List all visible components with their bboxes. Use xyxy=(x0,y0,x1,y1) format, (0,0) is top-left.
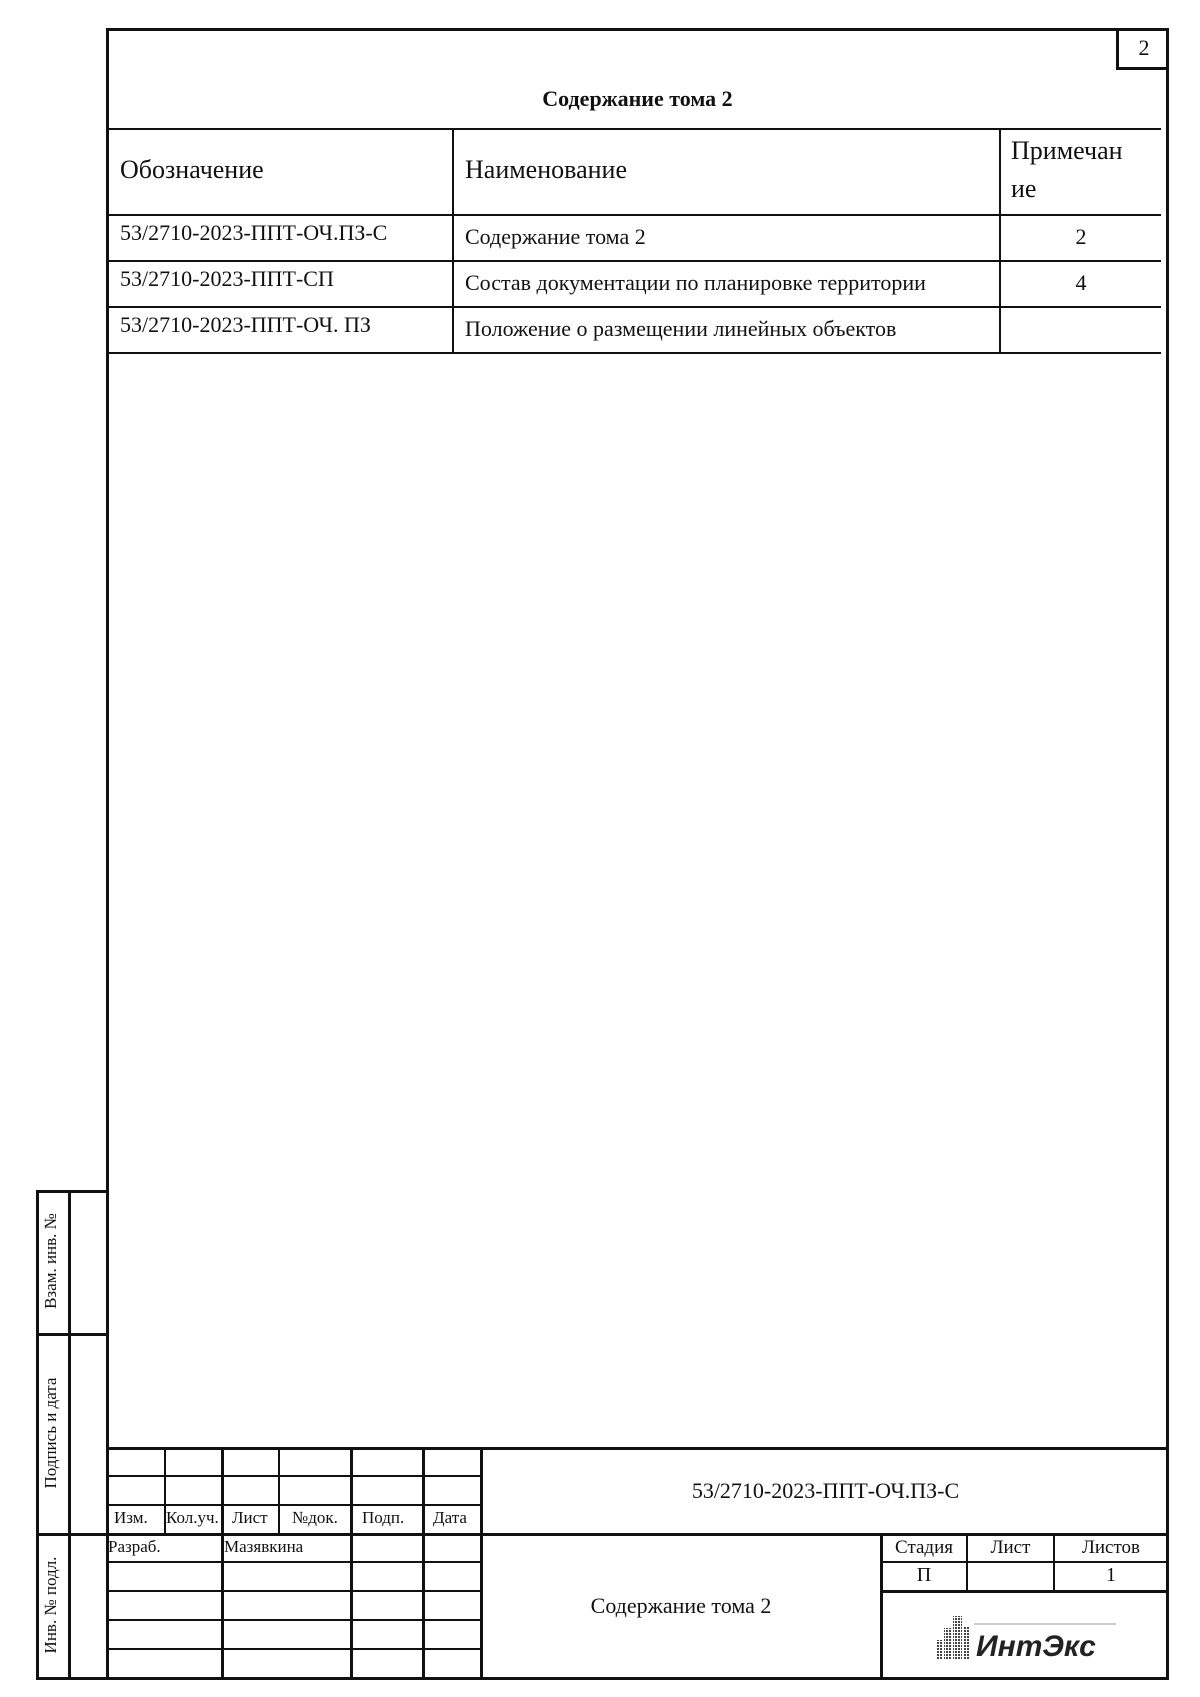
row-3-name: Положение о размещении линейных объектов xyxy=(465,316,897,341)
col-list: Лист xyxy=(232,1508,268,1527)
row-2-name: Состав документации по планировке территории xyxy=(465,270,926,295)
building-logo-icon xyxy=(934,1612,1120,1664)
stamp-zam-inv: Взам. инв. № xyxy=(41,1213,60,1309)
document-code: 53/2710-2023-ППТ-ОЧ.ПЗ-С xyxy=(691,1478,960,1503)
listov-label: Листов xyxy=(1081,1537,1140,1558)
header-note-line2: ие xyxy=(1011,174,1037,203)
stamp-inv-podl: Инв. № подл. xyxy=(41,1556,60,1654)
header-name: Наименование xyxy=(465,155,627,184)
col-izm: Изм. xyxy=(114,1508,148,1527)
header-note-line1: Примечан xyxy=(1011,136,1123,165)
header-designation: Обозначение xyxy=(120,155,264,184)
company-logo xyxy=(934,1612,1120,1664)
stamp-sign-date: Подпись и дата xyxy=(41,1377,60,1489)
row-1-note: 2 xyxy=(1075,224,1087,249)
stage-value: П xyxy=(916,1564,932,1586)
row-1-name: Содержание тома 2 xyxy=(465,224,646,249)
page-number: 2 xyxy=(1116,28,1169,70)
col-n-dok: №док. xyxy=(292,1508,338,1527)
row-1-designation: 53/2710-2023-ППТ-ОЧ.ПЗ-С xyxy=(120,220,388,245)
list-label: Лист xyxy=(990,1537,1031,1558)
razrab-name: Мазявкина xyxy=(224,1537,304,1556)
col-kol-uch: Кол.уч. xyxy=(166,1508,219,1527)
listov-value: 1 xyxy=(1106,1564,1116,1586)
row-2-designation: 53/2710-2023-ППТ-СП xyxy=(120,266,334,291)
svg-text:ИнтЭкс: ИнтЭкс xyxy=(976,1630,1096,1663)
sheet-name: Содержание тома 2 xyxy=(590,1593,772,1618)
col-data: Дата xyxy=(433,1508,467,1527)
razrab-label: Разраб. xyxy=(108,1537,161,1556)
stage-label: Стадия xyxy=(895,1537,953,1558)
col-podp: Подп. xyxy=(362,1508,405,1527)
row-3-designation: 53/2710-2023-ППТ-ОЧ. ПЗ xyxy=(120,312,371,337)
row-2-note: 4 xyxy=(1075,270,1087,295)
document-title: Содержание тома 2 xyxy=(542,86,733,111)
